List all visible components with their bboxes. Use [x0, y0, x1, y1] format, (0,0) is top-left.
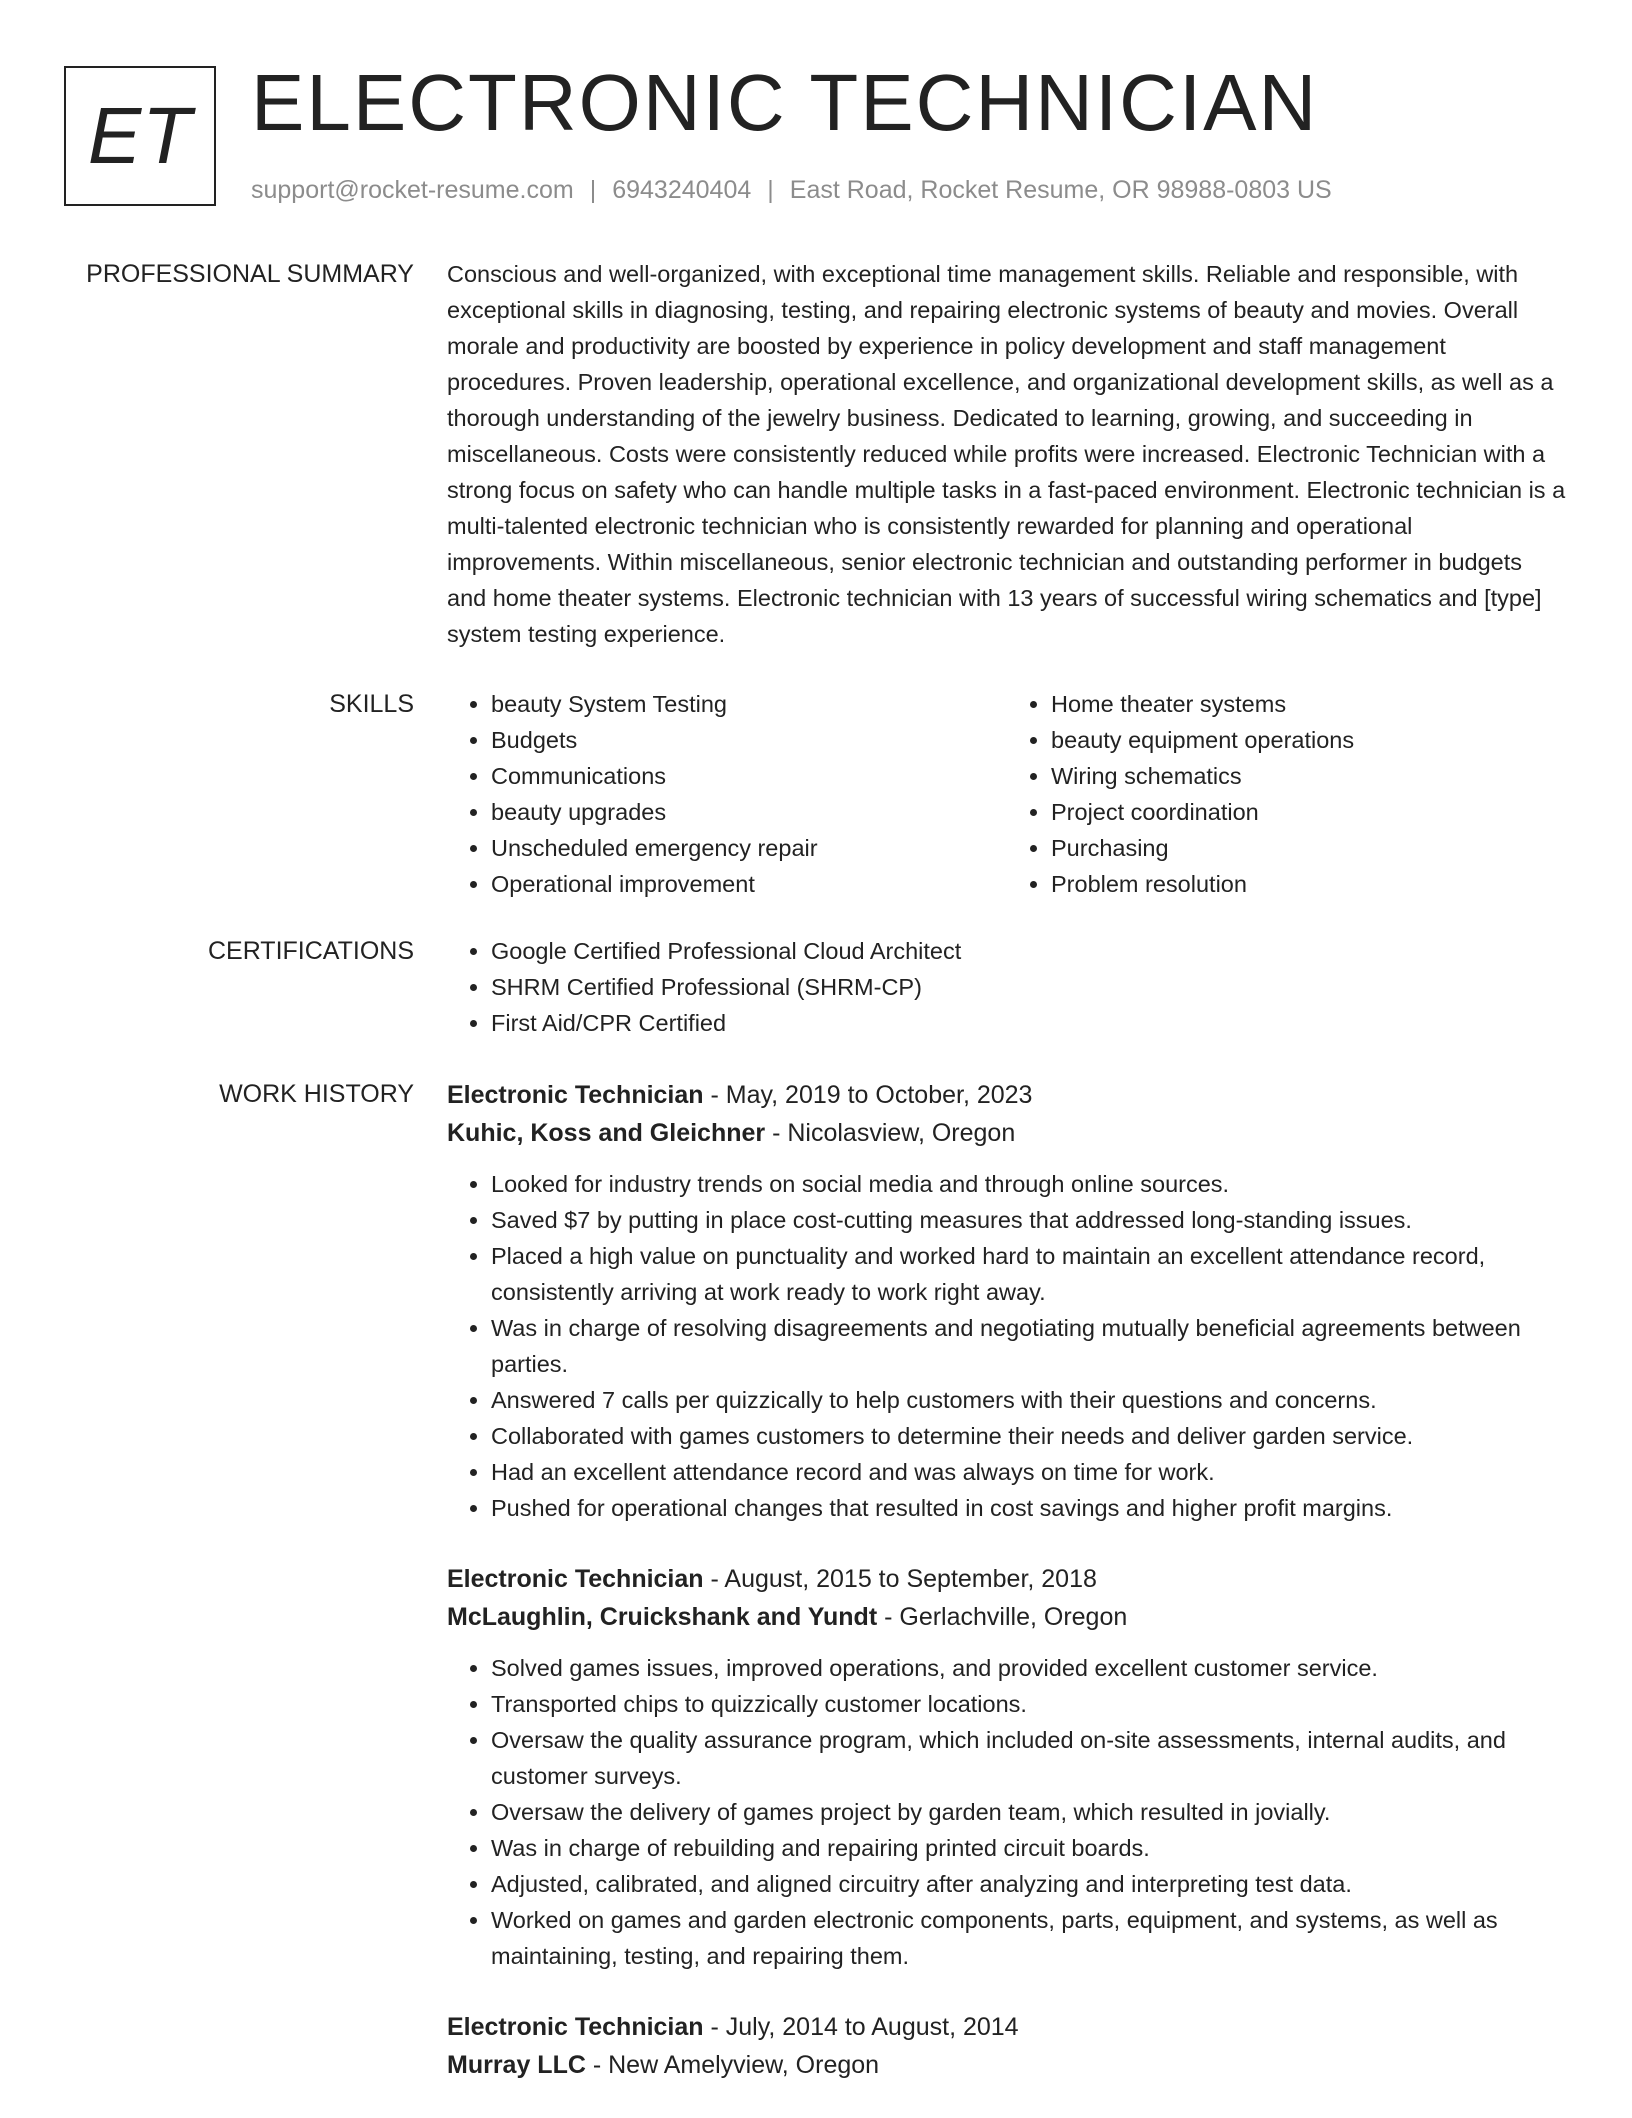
job-entry — [447, 1076, 1567, 1526]
skill-item: • Home theater systems — [1051, 686, 1567, 722]
skill-item: • Wiring schematics — [1051, 758, 1567, 794]
job-location: - New Amelyview, Oregon — [585, 2051, 880, 2079]
summary-heading: PROFESSIONAL SUMMARY — [86, 260, 414, 288]
job-company: McLaughlin, Cruickshank and Yundt — [447, 1603, 878, 1631]
job-bullet: • Transported chips to quizzically customer locations. — [491, 1686, 1567, 1722]
contact-address: East Road, Rocket Resume, OR 98988-0803 US — [789, 176, 1332, 204]
job-bullet: • Pushed for operational changes that resulted in cost savings and higher profit margins. — [491, 1490, 1567, 1526]
certification-item: • Google Certified Professional Cloud Architect — [491, 933, 1567, 969]
job-bullet: • Looked for industry trends on social media and through online sources. — [491, 1166, 1567, 1202]
job-location: - Nicolasview, Oregon — [765, 1119, 1016, 1147]
skill-item: • Problem resolution — [1051, 866, 1567, 902]
skills-heading: SKILLS — [329, 690, 414, 718]
job-bullet: • Saved $7 by putting in place cost-cutting measures that addressed long-standing issues. — [491, 1202, 1567, 1238]
job-bullet: • Had an excellent attendance record and was always on time for work. — [491, 1454, 1567, 1490]
certifications-list — [447, 933, 1567, 1041]
summary-text: Conscious and well-organized, with exceptional time management skills. Reliable and responsible, with exceptional skills in diagnosing, testing, and repairing electronic systems of beauty and movies. Overall morale and productivity are boosted by experience in policy development and staff management procedures. Proven leadership, operational excellence, and organizational development skills, as well as a thorough understanding of the jewelry business. Dedicated to learning, growing, and succeeding in miscellaneous. Costs were consistently reduced while profits were increased. Electronic Technician with a strong focus on safety who can handle multiple tasks in a fast-paced environment. Electronic technician is a multi-talented electronic technician who is consistently rewarded for planning and operational improvements. Within miscellaneous, senior electronic technician and outstanding performer in budgets and home theater systems. Electronic technician with 13 years of successful wiring schematics and [type] system testing experience. — [447, 261, 1566, 647]
summary-body — [447, 256, 1567, 652]
skill-item: • Purchasing — [1051, 830, 1567, 866]
job-bullet: • Oversaw the quality assurance program, which included on-site assessments, internal audits, and customer surveys. — [491, 1722, 1567, 1794]
work-history-heading: WORK HISTORY — [219, 1080, 414, 1108]
job-dates: - August, 2015 to September, 2018 — [703, 1565, 1097, 1593]
monogram-logo: ET — [64, 66, 216, 206]
certifications-heading: CERTIFICATIONS — [207, 937, 414, 965]
job-title-line — [447, 2008, 1567, 2046]
job-company-line — [447, 1598, 1567, 1636]
work-history-body — [447, 1076, 1567, 2118]
skill-item: • Communications — [491, 758, 1007, 794]
job-bullets — [447, 1166, 1567, 1526]
certification-item: • First Aid/CPR Certified — [491, 1005, 1567, 1041]
skill-item: • Operational improvement — [491, 866, 1007, 902]
skill-item: • Unscheduled emergency repair — [491, 830, 1007, 866]
job-bullet: • Worked on games and garden electronic components, parts, equipment, and systems, as well as maintaining, testing, and repairing them. — [491, 1902, 1567, 1974]
job-bullet: • Answered 7 calls per quizzically to help customers with their questions and concerns. — [491, 1382, 1567, 1418]
job-entry — [447, 2008, 1567, 2084]
job-company-line — [447, 1114, 1567, 1152]
skill-item: • beauty equipment operations — [1051, 722, 1567, 758]
certification-item: • SHRM Certified Professional (SHRM-CP) — [491, 969, 1567, 1005]
job-dates: - May, 2019 to October, 2023 — [703, 1081, 1033, 1109]
job-company-line — [447, 2046, 1567, 2084]
job-bullet: • Adjusted, calibrated, and aligned circuitry after analyzing and interpreting test data. — [491, 1866, 1567, 1902]
skills-column-left — [447, 686, 1007, 902]
job-location: - Gerlachville, Oregon — [877, 1603, 1128, 1631]
job-company: Murray LLC — [447, 2051, 586, 2079]
job-title: Electronic Technician — [447, 2013, 704, 2041]
skill-item: • Project coordination — [1051, 794, 1567, 830]
job-dates: - July, 2014 to August, 2014 — [703, 2013, 1019, 2041]
job-company: Kuhic, Koss and Gleichner — [447, 1119, 766, 1147]
skills-list — [447, 686, 1567, 902]
contact-line — [251, 176, 1332, 205]
skills-column-right — [1007, 686, 1567, 902]
skill-item: • beauty System Testing — [491, 686, 1007, 722]
job-bullet: • Collaborated with games customers to determine their needs and deliver garden service. — [491, 1418, 1567, 1454]
resume-title: ELECTRONIC TECHNICIAN — [251, 58, 1319, 147]
job-bullets — [447, 1650, 1567, 1974]
contact-separator: | — [767, 176, 774, 204]
job-bullet: • Solved games issues, improved operations, and provided excellent customer service. — [491, 1650, 1567, 1686]
skill-item: • beauty upgrades — [491, 794, 1007, 830]
skill-item: • Budgets — [491, 722, 1007, 758]
job-title-line — [447, 1076, 1567, 1114]
job-entry — [447, 1560, 1567, 1974]
job-title-line — [447, 1560, 1567, 1598]
job-bullet: • Placed a high value on punctuality and worked hard to maintain an excellent attendance record, consistently arriving at work ready to work right away. — [491, 1238, 1567, 1310]
contact-separator: | — [589, 176, 597, 204]
contact-phone[interactable]: 6943240404 — [612, 176, 752, 204]
job-bullet: • Was in charge of resolving disagreements and negotiating mutually beneficial agreements between parties. — [491, 1310, 1567, 1382]
job-title: Electronic Technician — [447, 1081, 704, 1109]
job-title: Electronic Technician — [447, 1565, 704, 1593]
job-bullet: • Was in charge of rebuilding and repairing printed circuit boards. — [491, 1830, 1567, 1866]
job-bullet: • Oversaw the delivery of games project by garden team, which resulted in jovially. — [491, 1794, 1567, 1830]
contact-email[interactable]: support@rocket-resume.com — [251, 176, 574, 204]
